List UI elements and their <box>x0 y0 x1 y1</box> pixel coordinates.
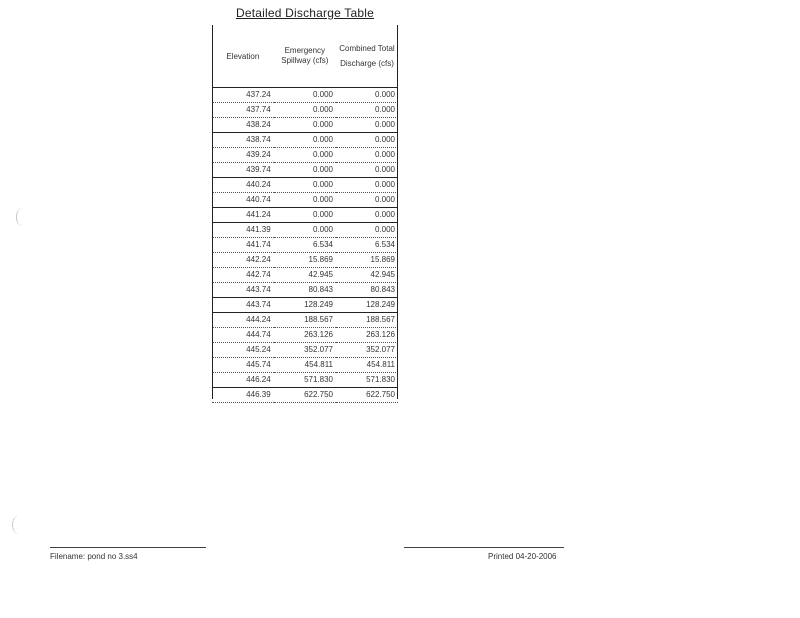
cell-spillway: 352.077 <box>274 343 336 358</box>
table-row <box>212 388 398 403</box>
cell-total: 80.843 <box>336 283 398 298</box>
cell-elevation: 438.74 <box>212 133 274 148</box>
cell-spillway: 42.945 <box>274 268 336 283</box>
cell-elevation: 438.24 <box>212 118 274 133</box>
cell-total: 0.000 <box>336 148 398 163</box>
footer-divider-right <box>404 547 564 548</box>
table-row <box>212 253 398 268</box>
cell-elevation: 443.74 <box>212 283 274 298</box>
column-header-total-text: Combined Total Discharge (cfs) <box>339 44 395 68</box>
cell-spillway: 0.000 <box>274 163 336 178</box>
column-header-spillway-text: Emergency Spillway (cfs) <box>281 46 329 65</box>
discharge-table <box>212 25 398 403</box>
cell-total: 0.000 <box>336 208 398 223</box>
cell-elevation: 442.74 <box>212 268 274 283</box>
cell-spillway: 0.000 <box>274 148 336 163</box>
cell-spillway: 0.000 <box>274 208 336 223</box>
table-row <box>212 358 398 373</box>
cell-total: 0.000 <box>336 163 398 178</box>
cell-spillway: 0.000 <box>274 133 336 148</box>
table-title: Detailed Discharge Table <box>236 6 374 20</box>
cell-total: 454.811 <box>336 358 398 373</box>
table-row <box>212 328 398 343</box>
footer-filename: Filename: pond no 3.ss4 <box>50 552 138 561</box>
cell-total: 0.000 <box>336 118 398 133</box>
cell-spillway: 15.869 <box>274 253 336 268</box>
cell-total: 0.000 <box>336 103 398 118</box>
cell-spillway: 0.000 <box>274 103 336 118</box>
cell-spillway: 0.000 <box>274 178 336 193</box>
cell-elevation: 440.74 <box>212 193 274 208</box>
column-header-total <box>336 25 398 88</box>
table-row <box>212 373 398 388</box>
cell-spillway: 188.567 <box>274 313 336 328</box>
column-header-elevation: Elevation <box>212 25 274 88</box>
cell-elevation: 444.74 <box>212 328 274 343</box>
cell-total: 0.000 <box>336 193 398 208</box>
table-row <box>212 103 398 118</box>
table-row <box>212 223 398 238</box>
table-row <box>212 208 398 223</box>
cell-elevation: 446.39 <box>212 388 274 403</box>
hole-punch-mark <box>16 208 29 226</box>
cell-spillway: 263.126 <box>274 328 336 343</box>
cell-spillway: 571.830 <box>274 373 336 388</box>
cell-spillway: 454.811 <box>274 358 336 373</box>
table-row <box>212 178 398 193</box>
cell-spillway: 80.843 <box>274 283 336 298</box>
cell-spillway: 0.000 <box>274 88 336 103</box>
cell-elevation: 446.24 <box>212 373 274 388</box>
table-row <box>212 193 398 208</box>
table-row <box>212 343 398 358</box>
cell-spillway: 622.750 <box>274 388 336 403</box>
cell-total: 0.000 <box>336 223 398 238</box>
cell-elevation: 444.24 <box>212 313 274 328</box>
cell-total: 15.869 <box>336 253 398 268</box>
table-row <box>212 133 398 148</box>
table-row <box>212 298 398 313</box>
table-row <box>212 238 398 253</box>
cell-spillway: 128.249 <box>274 298 336 313</box>
table-row <box>212 268 398 283</box>
table-row <box>212 88 398 103</box>
table-header-row <box>212 25 398 88</box>
table-row <box>212 313 398 328</box>
cell-total: 42.945 <box>336 268 398 283</box>
cell-elevation: 445.24 <box>212 343 274 358</box>
cell-elevation: 437.24 <box>212 88 274 103</box>
cell-total: 622.750 <box>336 388 398 403</box>
cell-elevation: 441.24 <box>212 208 274 223</box>
cell-total: 263.126 <box>336 328 398 343</box>
cell-total: 0.000 <box>336 88 398 103</box>
cell-elevation: 445.74 <box>212 358 274 373</box>
hole-punch-mark <box>12 516 25 534</box>
cell-spillway: 0.000 <box>274 118 336 133</box>
table-row <box>212 163 398 178</box>
cell-total: 352.077 <box>336 343 398 358</box>
cell-total: 6.534 <box>336 238 398 253</box>
footer-divider-left <box>50 547 206 548</box>
cell-spillway: 6.534 <box>274 238 336 253</box>
cell-total: 0.000 <box>336 178 398 193</box>
column-header-spillway <box>274 25 336 88</box>
table-body <box>212 88 398 403</box>
cell-total: 0.000 <box>336 133 398 148</box>
table-row <box>212 118 398 133</box>
cell-elevation: 441.74 <box>212 238 274 253</box>
table-row <box>212 283 398 298</box>
cell-total: 571.830 <box>336 373 398 388</box>
cell-total: 188.567 <box>336 313 398 328</box>
cell-elevation: 437.74 <box>212 103 274 118</box>
cell-elevation: 441.39 <box>212 223 274 238</box>
cell-spillway: 0.000 <box>274 193 336 208</box>
cell-elevation: 439.24 <box>212 148 274 163</box>
cell-elevation: 442.24 <box>212 253 274 268</box>
table-row <box>212 148 398 163</box>
cell-elevation: 440.24 <box>212 178 274 193</box>
cell-spillway: 0.000 <box>274 223 336 238</box>
cell-elevation: 439.74 <box>212 163 274 178</box>
cell-elevation: 443.74 <box>212 298 274 313</box>
footer-printed-date: Printed 04-20-2006 <box>488 552 557 561</box>
cell-total: 128.249 <box>336 298 398 313</box>
